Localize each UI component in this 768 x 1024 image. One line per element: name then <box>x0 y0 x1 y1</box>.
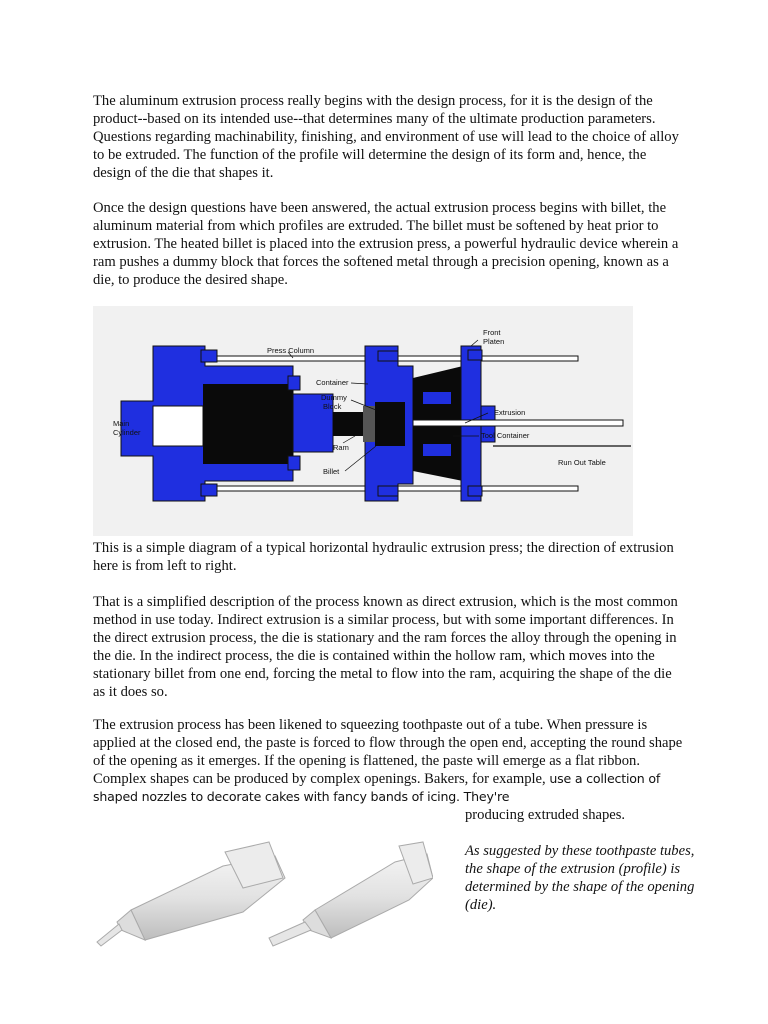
toothpaste-side-note: As suggested by these toothpaste tubes, the shape of the extrusion (profile) is determined by the shape of the opening (die). <box>465 843 695 913</box>
container-nut-top <box>378 351 398 361</box>
toothpaste-paragraph <box>93 716 683 806</box>
label-run-out-table: Run Out Table <box>558 458 606 467</box>
label-hydraulic-pressure-1: Hydraulic <box>161 419 193 428</box>
container-nut-bottom <box>378 486 398 496</box>
label-dummy-block-1: Dummy <box>321 393 347 402</box>
label-front-platen-1: Front <box>483 328 501 337</box>
label-billet: Billet <box>323 467 340 476</box>
toothpaste-tubes-illustration <box>93 838 433 958</box>
billet <box>375 402 405 446</box>
cylinder-nut-top <box>201 350 217 362</box>
tool-slot-bottom <box>423 444 451 456</box>
piston <box>203 384 293 464</box>
label-main-cylinder-2: Cylinder <box>113 428 141 437</box>
extrusion-profile <box>413 420 623 426</box>
label-extrusion: Extrusion <box>494 408 526 417</box>
process-paragraph: Once the design questions have been answered, the actual extrusion process begins with billet, the aluminum material from which profiles are extruded. The billet must be softened by heat prior to extrusion. The heated billet is placed into the extrusion press, a powerful hydraulic device wherein a ram pushes a dummy block that forces the softened metal through a precision opening, known as a die, to produce the desired shape. <box>93 200 679 288</box>
toothpaste-paragraph-tail: producing extruded shapes. <box>465 807 626 823</box>
label-press-column: Press Column <box>267 346 315 355</box>
cylinder-nut-bottom <box>201 484 217 496</box>
extrusion-press-svg <box>93 306 633 536</box>
diagram-caption: This is a simple diagram of a typical horizontal hydraulic extrusion press; the direction of extrusion here is from left to right. <box>93 540 674 574</box>
label-dummy-block-2: Block <box>323 402 342 411</box>
tool-slot-top <box>423 392 451 404</box>
extrusion-press-diagram <box>93 306 633 536</box>
platen-nut-bottom <box>468 486 482 496</box>
intro-paragraph: The aluminum extrusion process really begins with the design process, for it is the design of the product--based on its intended use--that determines many of the ultimate production parameters. Questions regarding machinability, finishing, and environment of use will lead to the choice of alloy to be extruded. The function of the profile will determine the design of its form and, hence, the design of the die that shapes it. <box>93 93 679 181</box>
label-main-cylinder-1: Main <box>113 419 130 428</box>
label-container: Container <box>316 378 349 387</box>
toothpaste-tube-round <box>97 842 285 946</box>
dummy-block <box>363 406 375 442</box>
label-tool-container: Tool Container <box>481 431 530 440</box>
label-ram: Ram <box>333 443 349 452</box>
toothpaste-tubes-svg <box>93 838 433 958</box>
label-front-platen-2: Platen <box>483 337 505 346</box>
ram <box>333 412 363 436</box>
crosshead-nut-top <box>288 376 300 390</box>
label-hydraulic-pressure-2: Pressure <box>161 428 192 437</box>
crosshead-nut-bottom <box>288 456 300 470</box>
toothpaste-tube-flat <box>269 842 433 946</box>
platen-nut-top <box>468 350 482 360</box>
toothpaste-paragraph-sans: use a collection of shaped nozzles to decorate cakes with fancy bands of icing. They're <box>93 771 661 804</box>
direct-extrusion-paragraph: That is a simplified description of the process known as direct extrusion, which is the most common method in use today. Indirect extrusion is a similar process, but with some important differences. In the direct extrusion process, the die is stationary and the ram forces the alloy through the opening in the die. In the indirect process, the die is contained within the hollow ram, which moves into the stationary billet from one end, forcing the metal to flow into the ram, acquiring the shape of the die as it does so. <box>93 594 678 700</box>
toothpaste-paragraph-main: The extrusion process has been likened to squeezing toothpaste out of a tube. When pressure is applied at the closed end, the paste is forced to flow through the open end, accepting the round shape of the opening as it emerges. If the opening is flattened, the paste will emerge as a flat ribbon. Complex shapes can be produced by complex openings. Bakers, for example, <box>93 717 683 787</box>
